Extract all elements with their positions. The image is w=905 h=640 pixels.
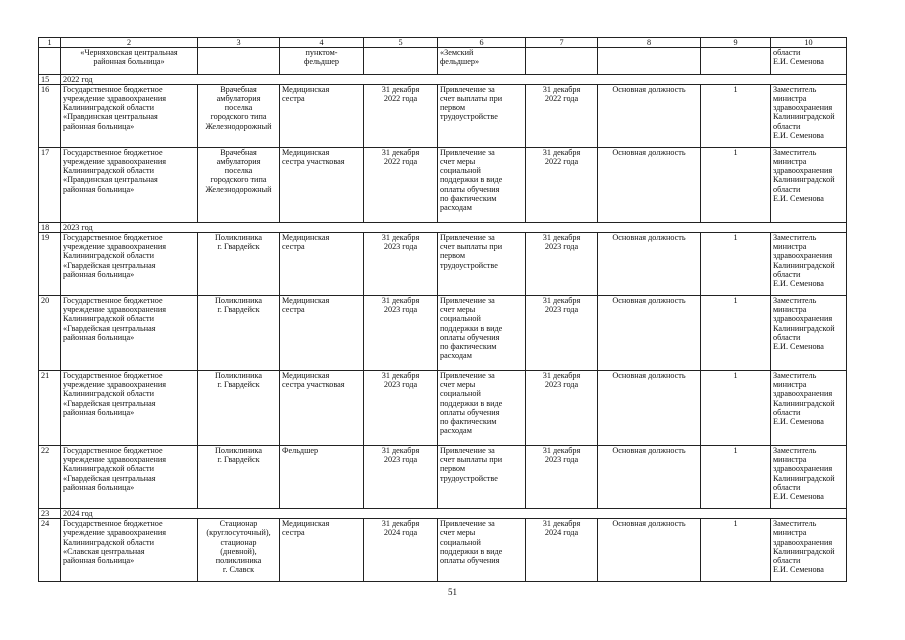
cell-unit: Врачебная амбулатория поселка городского типа Железнодорожный: [198, 148, 280, 223]
cell-count: 1: [701, 233, 771, 296]
page-number: 51: [448, 587, 457, 597]
document-table: [38, 37, 847, 582]
cell-institution: Государственное бюджетное учреждение здравоохранения Калининградской области «Правдинская центральная районная больница»: [61, 148, 198, 223]
cell-count: 1: [701, 519, 771, 582]
cell-position-type: Основная должность: [598, 296, 701, 371]
cell-responsible: Заместитель министра здравоохранения Калининградской области Е.И. Семенова: [771, 296, 847, 371]
cell-institution: Государственное бюджетное учреждение здравоохранения Калининградской области «Гвардейская центральная районная больница»: [61, 371, 198, 446]
cell-num: 19: [39, 233, 61, 296]
cell-responsible: Заместитель министра здравоохранения Калининградской области Е.И. Семенова: [771, 371, 847, 446]
cell-method: Привлечение за счет меры социальной поддержки в виде оплаты обучения: [438, 519, 526, 582]
cell-position: Медицинская сестра: [280, 519, 364, 582]
cell-position: Медицинская сестра: [280, 233, 364, 296]
table-row: [39, 296, 847, 371]
cell-deadline: 31 декабря 2024 года: [364, 519, 438, 582]
cell-position-type: [598, 48, 701, 75]
cell-method: Привлечение за счет меры социальной поддержки в виде оплаты обучения по фактическим расходам: [438, 371, 526, 446]
table-row: [39, 519, 847, 582]
column-header-5: 5: [364, 38, 438, 48]
cell-num: 15: [39, 75, 61, 85]
cell-unit: Поликлиника г. Гвардейск: [198, 446, 280, 509]
cell-unit: [198, 48, 280, 75]
cell-method: Привлечение за счет меры социальной поддержки в виде оплаты обучения по фактическим расходам: [438, 296, 526, 371]
year-label: 2022 год: [61, 75, 847, 85]
cell-date: 31 декабря 2024 года: [526, 519, 598, 582]
cell-position-type: Основная должность: [598, 233, 701, 296]
cell-institution: Государственное бюджетное учреждение здравоохранения Калининградской области «Гвардейская центральная районная больница»: [61, 446, 198, 509]
column-header-10: 10: [771, 38, 847, 48]
cell-institution: Государственное бюджетное учреждение здравоохранения Калининградской области «Гвардейская центральная районная больница»: [61, 233, 198, 296]
cell-num: 20: [39, 296, 61, 371]
cell-date: 31 декабря 2023 года: [526, 446, 598, 509]
column-header-9: 9: [701, 38, 771, 48]
cell-num: 21: [39, 371, 61, 446]
cell-unit: Поликлиника г. Гвардейск: [198, 371, 280, 446]
table-body: [39, 38, 847, 582]
cell-method: Привлечение за счет выплаты при первом трудоустройстве: [438, 233, 526, 296]
cell-deadline: 31 декабря 2023 года: [364, 296, 438, 371]
table-row: [39, 148, 847, 223]
cell-count: 1: [701, 296, 771, 371]
cell-deadline: [364, 48, 438, 75]
cell-unit: Поликлиника г. Гвардейск: [198, 296, 280, 371]
cell-count: 1: [701, 446, 771, 509]
table-row: [39, 371, 847, 446]
cell-unit: Стационар (круглосуточный), стационар (дневной), поликлиника г. Славск: [198, 519, 280, 582]
cell-num: 16: [39, 85, 61, 148]
cell-position: Медицинская сестра: [280, 296, 364, 371]
cell-count: 1: [701, 85, 771, 148]
cell-num: 23: [39, 509, 61, 519]
cell-date: 31 декабря 2022 года: [526, 85, 598, 148]
year-row: [39, 75, 847, 85]
cell-count: 1: [701, 371, 771, 446]
cell-num: [39, 48, 61, 75]
cell-date: 31 декабря 2022 года: [526, 148, 598, 223]
cell-position: Медицинская сестра: [280, 85, 364, 148]
cell-unit: Поликлиника г. Гвардейск: [198, 233, 280, 296]
cell-num: 22: [39, 446, 61, 509]
cell-date: 31 декабря 2023 года: [526, 371, 598, 446]
cell-deadline: 31 декабря 2023 года: [364, 371, 438, 446]
cell-responsible: области Е.И. Семенова: [771, 48, 847, 75]
column-header-1: 1: [39, 38, 61, 48]
cell-count: [701, 48, 771, 75]
cell-deadline: 31 декабря 2023 года: [364, 233, 438, 296]
column-number-row: [39, 38, 847, 48]
cell-institution: Государственное бюджетное учреждение здравоохранения Калининградской области «Славская центральная районная больница»: [61, 519, 198, 582]
cell-num: 18: [39, 223, 61, 233]
cell-deadline: 31 декабря 2023 года: [364, 446, 438, 509]
year-label: 2024 год: [61, 509, 847, 519]
cell-date: 31 декабря 2023 года: [526, 233, 598, 296]
cell-position-type: Основная должность: [598, 446, 701, 509]
cell-position-type: Основная должность: [598, 85, 701, 148]
table-row: [39, 85, 847, 148]
cell-position: Медицинская сестра участковая: [280, 371, 364, 446]
cell-unit: Врачебная амбулатория поселка городского типа Железнодорожный: [198, 85, 280, 148]
cell-num: 24: [39, 519, 61, 582]
cell-responsible: Заместитель министра здравоохранения Калининградской области Е.И. Семенова: [771, 519, 847, 582]
cell-date: 31 декабря 2023 года: [526, 296, 598, 371]
cell-institution: Государственное бюджетное учреждение здравоохранения Калининградской области «Правдинская центральная районная больница»: [61, 85, 198, 148]
year-row: [39, 223, 847, 233]
cell-position: Медицинская сестра участковая: [280, 148, 364, 223]
column-header-7: 7: [526, 38, 598, 48]
cell-position-type: Основная должность: [598, 371, 701, 446]
table-row: [39, 446, 847, 509]
cell-responsible: Заместитель министра здравоохранения Калининградской области Е.И. Семенова: [771, 233, 847, 296]
cell-position: пунктом- фельдшер: [280, 48, 364, 75]
cell-count: 1: [701, 148, 771, 223]
cell-institution: Государственное бюджетное учреждение здравоохранения Калининградской области «Гвардейская центральная районная больница»: [61, 296, 198, 371]
continuation-row: [39, 48, 847, 75]
cell-method: «Земский фельдшер»: [438, 48, 526, 75]
cell-date: [526, 48, 598, 75]
year-label: 2023 год: [61, 223, 847, 233]
cell-responsible: Заместитель министра здравоохранения Калининградской области Е.И. Семенова: [771, 446, 847, 509]
cell-institution: «Черняховская центральная районная больница»: [61, 48, 198, 75]
year-row: [39, 509, 847, 519]
cell-position: Фельдшер: [280, 446, 364, 509]
cell-responsible: Заместитель министра здравоохранения Калининградской области Е.И. Семенова: [771, 85, 847, 148]
column-header-6: 6: [438, 38, 526, 48]
cell-deadline: 31 декабря 2022 года: [364, 85, 438, 148]
column-header-4: 4: [280, 38, 364, 48]
cell-method: Привлечение за счет выплаты при первом трудоустройстве: [438, 446, 526, 509]
column-header-2: 2: [61, 38, 198, 48]
cell-method: Привлечение за счет выплаты при первом трудоустройстве: [438, 85, 526, 148]
cell-method: Привлечение за счет меры социальной поддержки в виде оплаты обучения по фактическим расходам: [438, 148, 526, 223]
column-header-8: 8: [598, 38, 701, 48]
table-row: [39, 233, 847, 296]
cell-position-type: Основная должность: [598, 519, 701, 582]
cell-position-type: Основная должность: [598, 148, 701, 223]
cell-responsible: Заместитель министра здравоохранения Калининградской области Е.И. Семенова: [771, 148, 847, 223]
cell-deadline: 31 декабря 2022 года: [364, 148, 438, 223]
column-header-3: 3: [198, 38, 280, 48]
cell-num: 17: [39, 148, 61, 223]
